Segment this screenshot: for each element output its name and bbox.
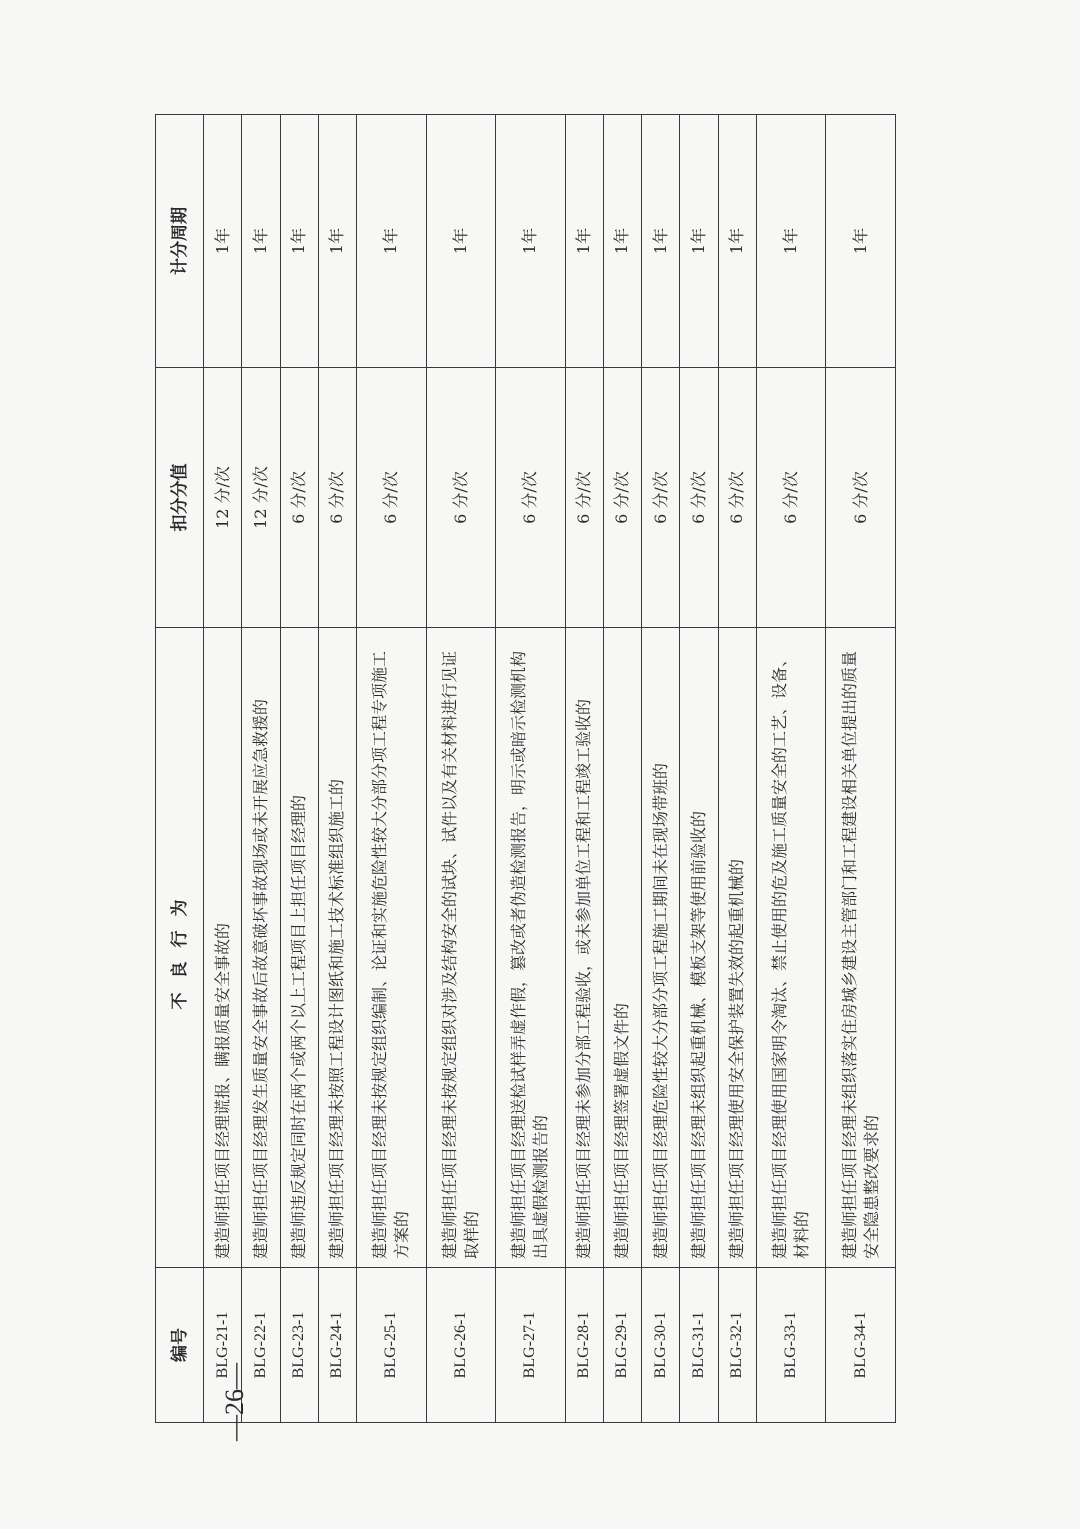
cell-deduction: 12 分/次 (204, 368, 242, 628)
table-row (357, 115, 426, 1423)
cell-behavior: 建造师担任项目经理未按照工程设计图纸和施工技术标准组织施工的 (318, 628, 356, 1268)
cell-deduction: 6 分/次 (565, 368, 603, 628)
cell-deduction: 6 分/次 (280, 368, 318, 628)
cell-period: 1年 (680, 115, 718, 368)
cell-behavior: 建造师担任项目经理使用安全保护装置失效的起重机械的 (718, 628, 756, 1268)
header-behavior: 不良行为 (156, 628, 204, 1268)
cell-code: BLG-27-1 (496, 1268, 565, 1423)
header-deduction: 扣分分值 (156, 368, 204, 628)
cell-code: BLG-32-1 (718, 1268, 756, 1423)
table-row (204, 115, 242, 1423)
bad-behavior-table (155, 114, 896, 1423)
table-header-row (156, 115, 204, 1423)
table-row (426, 115, 495, 1423)
cell-code: BLG-29-1 (603, 1268, 641, 1423)
cell-deduction: 6 分/次 (357, 368, 426, 628)
table-row (718, 115, 756, 1423)
cell-behavior: 建造师担任项目经理未组织落实住房城乡建设主管部门和工程建设相关单位提出的质量安全隐患整改要求的 (826, 628, 896, 1268)
cell-code: BLG-26-1 (426, 1268, 495, 1423)
cell-period: 1年 (565, 115, 603, 368)
table-row (496, 115, 565, 1423)
header-code: 编号 (156, 1268, 204, 1423)
table-row (603, 115, 641, 1423)
page-number-text: —26— (220, 1363, 249, 1441)
cell-deduction: 6 分/次 (642, 368, 680, 628)
cell-period: 1年 (204, 115, 242, 368)
cell-behavior: 建造师担任项目经理未按规定组织对涉及结构安全的试块、试件以及有关材料进行见证取样的 (426, 628, 495, 1268)
page-number (205, 1342, 265, 1462)
cell-deduction: 6 分/次 (826, 368, 896, 628)
cell-behavior: 建造师违反规定同时在两个或两个以上工程项目上担任项目经理的 (280, 628, 318, 1268)
cell-period: 1年 (718, 115, 756, 368)
cell-code: BLG-28-1 (565, 1268, 603, 1423)
cell-deduction: 6 分/次 (756, 368, 825, 628)
cell-period: 1年 (642, 115, 680, 368)
cell-deduction: 6 分/次 (496, 368, 565, 628)
cell-code: BLG-25-1 (357, 1268, 426, 1423)
table-row (680, 115, 718, 1423)
cell-behavior: 建造师担任项目经理未按规定组织编制、论证和实施危险性较大分部分项工程专项施工方案的 (357, 628, 426, 1268)
cell-deduction: 12 分/次 (242, 368, 280, 628)
cell-period: 1年 (496, 115, 565, 368)
rotated-table-container (155, 115, 896, 1423)
cell-code: BLG-30-1 (642, 1268, 680, 1423)
cell-period: 1年 (318, 115, 356, 368)
cell-period: 1年 (603, 115, 641, 368)
cell-period: 1年 (426, 115, 495, 368)
cell-period: 1年 (826, 115, 896, 368)
cell-period: 1年 (242, 115, 280, 368)
cell-code: BLG-34-1 (826, 1268, 896, 1423)
cell-deduction: 6 分/次 (318, 368, 356, 628)
table-row (242, 115, 280, 1423)
cell-behavior: 建造师担任项目经理使用国家明令淘汰、禁止使用的危及施工质量安全的工艺、设备、材料的 (756, 628, 825, 1268)
table-row (826, 115, 896, 1423)
table-row (565, 115, 603, 1423)
cell-behavior: 建造师担任项目经理未参加分部工程验收，或未参加单位工程和工程竣工验收的 (565, 628, 603, 1268)
cell-deduction: 6 分/次 (718, 368, 756, 628)
cell-deduction: 6 分/次 (603, 368, 641, 628)
cell-code: BLG-23-1 (280, 1268, 318, 1423)
cell-code: BLG-33-1 (756, 1268, 825, 1423)
cell-code: BLG-24-1 (318, 1268, 356, 1423)
cell-code: BLG-22-1 (242, 1268, 280, 1423)
cell-code: BLG-21-1 (204, 1268, 242, 1423)
cell-behavior: 建造师担任项目经理未组织起重机械、模板支架等使用前验收的 (680, 628, 718, 1268)
cell-period: 1年 (756, 115, 825, 368)
cell-behavior: 建造师担任项目经理签署虚假文件的 (603, 628, 641, 1268)
cell-period: 1年 (280, 115, 318, 368)
cell-behavior: 建造师担任项目经理谎报、瞒报质量安全事故的 (204, 628, 242, 1268)
cell-code: BLG-31-1 (680, 1268, 718, 1423)
cell-behavior: 建造师担任项目经理送检试样弄虚作假，篡改或者伪造检测报告，明示或暗示检测机构出具虚假检测报告的 (496, 628, 565, 1268)
table-row (318, 115, 356, 1423)
cell-behavior: 建造师担任项目经理发生质量安全事故后故意破坏事故现场或未开展应急救援的 (242, 628, 280, 1268)
table-row (642, 115, 680, 1423)
table-row (756, 115, 825, 1423)
header-period: 计分周期 (156, 115, 204, 368)
cell-behavior: 建造师担任项目经理危险性较大分部分项工程施工期间未在现场带班的 (642, 628, 680, 1268)
cell-deduction: 6 分/次 (680, 368, 718, 628)
cell-deduction: 6 分/次 (426, 368, 495, 628)
cell-period: 1年 (357, 115, 426, 368)
table-row (280, 115, 318, 1423)
